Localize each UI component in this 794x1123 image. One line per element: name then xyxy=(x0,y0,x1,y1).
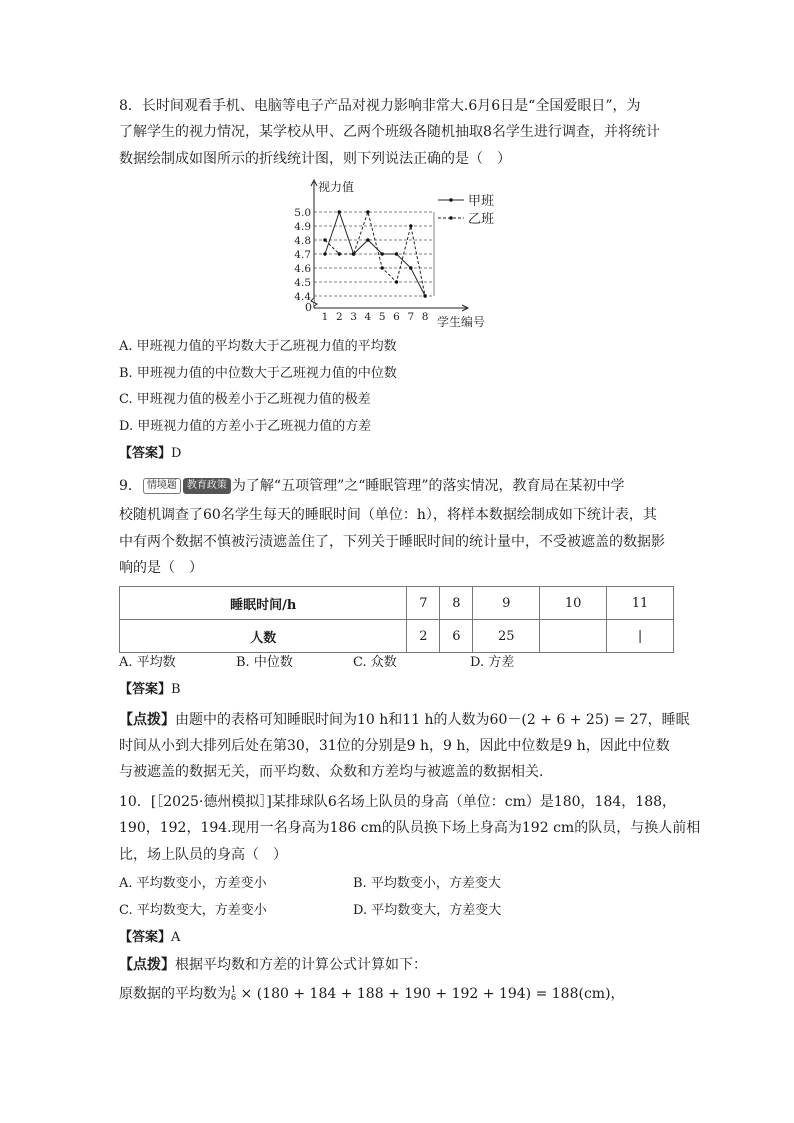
fraction-denominator: 6 xyxy=(231,993,237,1002)
data-point xyxy=(423,294,426,297)
data-point xyxy=(352,252,355,255)
q10-answer xyxy=(119,928,180,948)
q9-answer-label: 【答案】 xyxy=(119,682,172,697)
q8-stem-line2: 了解学生的视力情况，某学校从甲、乙两个班级各随机抽取8名学生进行调查，并将统计 xyxy=(119,124,660,140)
table-cell: 2 xyxy=(407,620,440,653)
q9-hint-text1: 由题中的表格可知睡眠时间为10 h和11 h的人数为60－(2 + 6 + 25) = 27，睡眠 xyxy=(175,712,690,728)
q9-hint-line3: 与被遮盖的数据无关，而平均数、众数和方差均与被遮盖的数据相关. xyxy=(119,764,544,780)
table-cell: 25 xyxy=(473,620,540,653)
q9-hint-line2: 时间从小到大排列后处在第30，31位的分别是9 h，9 h，因此中位数是9 h，因此中位数 xyxy=(119,738,670,754)
q10-answer-value: A xyxy=(171,930,181,945)
origin-label: 0 xyxy=(305,301,312,314)
q10-formula-prefix: 原数据的平均数为 xyxy=(119,986,231,1002)
q9-stem-line2: 校随机调查了60名学生每天的睡眠时间（单位：h），将样本数据绘制成如下统计表，其 xyxy=(119,507,657,523)
q8-answer-value: D xyxy=(171,446,182,461)
q8-option-b: B. 甲班视力值的中位数大于乙班视力值的中位数 xyxy=(119,366,397,381)
q9-answer-value: B xyxy=(171,682,181,697)
x-tick-label: 5 xyxy=(378,311,386,323)
q10-hint-line1 xyxy=(119,955,427,975)
q10-formula-line xyxy=(119,984,625,1004)
x-tick-label: 4 xyxy=(364,311,372,323)
table-cell: 7 xyxy=(407,587,440,620)
q10-stem-line2: 190，192，194.现用一名身高为186 cm的队员换下场上身高为192 cm的队员，与换人前相 xyxy=(119,820,701,836)
y-tick-label: 4.9 xyxy=(294,221,311,233)
table-cell: | xyxy=(607,620,674,653)
x-tick-label: 3 xyxy=(350,311,357,323)
q8-stem-line1: 8．长时间观看手机、电脑等电子产品对视力影响非常大.6月6日是“全国爱眼日”，为 xyxy=(119,98,641,114)
legend-marker xyxy=(449,216,452,219)
q9-number: 9． xyxy=(119,478,142,494)
q9-badge-policy: 教育政策 xyxy=(183,478,231,494)
q8-option-c: C. 甲班视力值的极差小于乙班视力值的极差 xyxy=(119,392,371,407)
q10-option-d: D. 平均数变大，方差变大 xyxy=(353,903,502,918)
y-tick-label: 4.4 xyxy=(294,291,311,303)
legend-label: 甲班 xyxy=(468,194,495,209)
x-tick-label: 8 xyxy=(421,311,429,323)
vision-line-chart xyxy=(290,176,520,332)
q10-answer-label: 【答案】 xyxy=(119,930,172,945)
q9-badge-scenario: 情境题 xyxy=(143,478,181,494)
data-point xyxy=(409,266,412,269)
data-point xyxy=(366,210,369,213)
q10-stem-line1: 10．[［2025·德州模拟］]某排球队6名场上队员的身高（单位：cm）是180，184，188， xyxy=(119,794,677,810)
q8-option-d: D. 甲班视力值的方差小于乙班视力值的方差 xyxy=(119,419,372,434)
table-cell xyxy=(540,620,607,653)
data-point xyxy=(323,238,326,241)
fraction-numerator: 1 xyxy=(231,985,237,994)
table-cell: 8 xyxy=(440,587,473,620)
data-point xyxy=(381,252,384,255)
q10-hint-text1: 根据平均数和方差的计算公式计算如下： xyxy=(175,957,427,973)
q10-option-a: A. 平均数变小，方差变小 xyxy=(119,876,267,891)
sleep-time-table xyxy=(119,586,674,653)
table-row xyxy=(120,620,674,653)
legend-label: 乙班 xyxy=(468,212,495,227)
q9-answer xyxy=(119,680,181,700)
x-tick-label: 7 xyxy=(407,311,415,323)
y-axis-label: 视力值 xyxy=(318,180,355,194)
q8-stem-line3: 数据绘制成如图所示的折线统计图，则下列说法正确的是（ ） xyxy=(119,151,511,167)
data-point xyxy=(395,252,398,255)
data-point xyxy=(409,224,412,227)
y-tick-label: 4.8 xyxy=(294,235,311,247)
q10-option-b: B. 平均数变小，方差变大 xyxy=(353,876,501,891)
q9-option-d: D. 方差 xyxy=(470,655,515,670)
legend-marker xyxy=(449,198,452,201)
x-axis-label: 学生编号 xyxy=(437,315,486,329)
q9-hint-line1 xyxy=(119,710,690,730)
q9-stem-line1 xyxy=(119,476,625,496)
x-tick-label: 2 xyxy=(335,311,343,323)
q9-stem-line1-text: 为了解“五项管理”之“睡眠管理”的落实情况，教育局在某初中学 xyxy=(231,478,625,494)
q10-stem-line3: 比，场上队员的身高（ ） xyxy=(119,847,287,863)
q8-option-a: A. 甲班视力值的平均数大于乙班视力值的平均数 xyxy=(119,339,397,354)
q9-option-a: A. 平均数 xyxy=(119,655,176,670)
y-tick-label: 4.6 xyxy=(294,263,311,275)
table-header-sleep-time: 睡眠时间/h xyxy=(120,587,407,620)
data-point xyxy=(395,280,398,283)
table-row xyxy=(120,587,674,620)
q10-option-c: C. 平均数变大，方差变小 xyxy=(119,903,267,918)
q9-option-c: C. 众数 xyxy=(353,655,397,670)
q9-stem-line3: 中有两个数据不慎被污渍遮盖住了，下列关于睡眠时间的统计量中，不受被遮盖的数据影 xyxy=(119,534,665,550)
q10-formula-rest: × (180 + 184 + 188 + 190 + 192 + 194) = 188(cm)， xyxy=(236,986,625,1002)
table-header-count: 人数 xyxy=(120,620,407,653)
table-cell: 6 xyxy=(440,620,473,653)
data-point xyxy=(338,210,341,213)
q8-answer xyxy=(119,444,181,464)
data-point xyxy=(338,252,341,255)
data-point xyxy=(323,252,326,255)
table-cell: 9 xyxy=(473,587,540,620)
table-cell: 11 xyxy=(607,587,674,620)
data-point xyxy=(366,238,369,241)
y-tick-label: 4.5 xyxy=(294,277,311,289)
data-point xyxy=(381,266,384,269)
q9-hint-label: 【点拨】 xyxy=(119,712,175,728)
x-tick-label: 1 xyxy=(321,311,329,323)
y-tick-label: 4.7 xyxy=(294,249,311,261)
q8-answer-label: 【答案】 xyxy=(119,446,172,461)
q9-stem-line4: 响的是（ ） xyxy=(119,560,203,576)
q10-hint-label: 【点拨】 xyxy=(119,957,175,973)
y-tick-label: 5.0 xyxy=(294,207,311,219)
table-cell: 10 xyxy=(540,587,607,620)
x-tick-label: 6 xyxy=(393,311,400,323)
q9-option-b: B. 中位数 xyxy=(236,655,293,670)
